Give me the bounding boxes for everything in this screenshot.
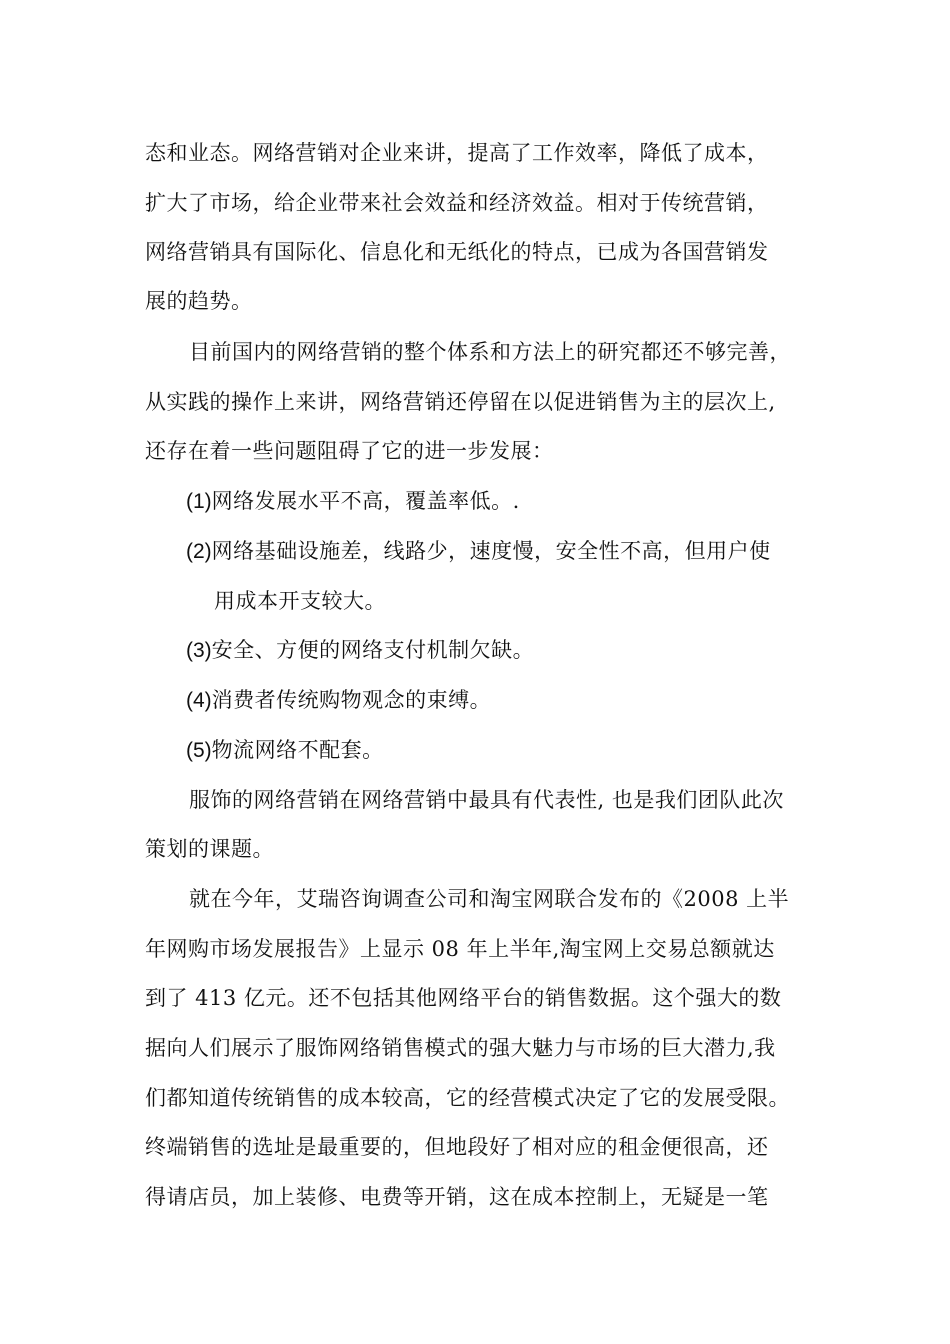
list-item-text: 网络基础设施差，线路少，速度慢，安全性不高，但用户使 bbox=[211, 539, 771, 563]
list-item-text: 消费者传统购物观念的束缚。 bbox=[211, 688, 492, 712]
list-item-2-continuation: 用成本开支较大。 bbox=[214, 589, 386, 613]
paragraph-3-line-2: 策划的课题。 bbox=[145, 837, 274, 861]
paragraph-1-line-2: 扩大了市场，给企业带来社会效益和经济效益。相对于传统营销， bbox=[145, 191, 769, 215]
paragraph-1-line-1: 态和业态。网络营销对企业来讲，提高了工作效率，降低了成本， bbox=[145, 141, 769, 165]
list-item-4 bbox=[186, 686, 491, 715]
list-marker: (4) bbox=[186, 689, 212, 712]
paragraph-4-line-6: 终端销售的选址是最重要的，但地段好了相对应的租金便很高，还 bbox=[145, 1135, 769, 1159]
paragraph-4-line-3: 到了 413 亿元。还不包括其他网络平台的销售数据。这个强大的数 bbox=[145, 986, 782, 1010]
list-item-3 bbox=[186, 636, 534, 665]
paragraph-4-line-2: 年网购市场发展报告》上显示 08 年上半年,淘宝网上交易总额就达 bbox=[145, 937, 775, 961]
list-item-text: 网络发展水平不高，覆盖率低。. bbox=[211, 489, 520, 513]
list-item-1 bbox=[186, 487, 520, 516]
list-marker: (2) bbox=[186, 540, 212, 563]
paragraph-4-line-4: 据向人们展示了服饰网络销售模式的强大魅力与市场的巨大潜力,我 bbox=[145, 1036, 776, 1060]
paragraph-4-line-5: 们都知道传统销售的成本较高，它的经营模式决定了它的发展受限。 bbox=[145, 1086, 790, 1110]
paragraph-1-line-4: 展的趋势。 bbox=[145, 289, 253, 313]
list-item-text: 物流网络不配套。 bbox=[211, 738, 384, 762]
list-marker: (5) bbox=[186, 739, 212, 762]
paragraph-4-line-7: 得请店员，加上装修、电费等开销，这在成本控制上，无疑是一笔 bbox=[145, 1185, 769, 1209]
list-item-2 bbox=[186, 537, 771, 566]
paragraph-2-line-1: 目前国内的网络营销的整个体系和方法上的研究都还不够完善， bbox=[189, 340, 791, 364]
list-item-text: 安全、方便的网络支付机制欠缺。 bbox=[211, 638, 535, 662]
list-item-5 bbox=[186, 736, 384, 765]
paragraph-1-line-3: 网络营销具有国际化、信息化和无纸化的特点，已成为各国营销发 bbox=[145, 240, 769, 264]
list-marker: (3) bbox=[186, 639, 212, 662]
paragraph-3-line-1: 服饰的网络营销在网络营销中最具有代表性, 也是我们团队此次 bbox=[189, 788, 784, 812]
list-marker: (1) bbox=[186, 490, 212, 513]
paragraph-4-line-1: 就在今年，艾瑞咨询调查公司和淘宝网联合发布的《2008 上半 bbox=[189, 887, 790, 911]
paragraph-2-line-2: 从实践的操作上来讲，网络营销还停留在以促进销售为主的层次上, bbox=[145, 390, 776, 414]
paragraph-2-line-3: 还存在着一些问题阻碍了它的进一步发展： bbox=[145, 439, 554, 463]
